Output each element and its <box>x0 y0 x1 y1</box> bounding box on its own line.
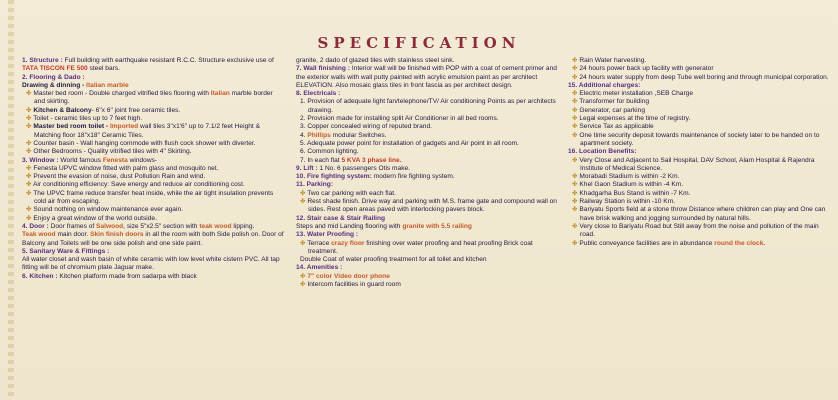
list-item: ✤ Khadgarha Bus Stand is within -7 Km. <box>572 189 691 197</box>
section-flooring: 2. Flooring & Dado : <box>22 73 85 81</box>
sanitary-text: All water closet and wash basin of white ceramic with low level white cistern PVC. All tap fitting will be of chromium plate Jaguar make. <box>22 256 280 272</box>
stair-text: Steps and mid Landing flooring with granite with 5.5 railing <box>296 222 472 230</box>
section-additional-charges: 15. Additional charges: <box>568 81 641 89</box>
list-item: ✤ Other Bedrooms - Quality vitrified tiles with 4" Skirting. <box>26 148 192 156</box>
list-item: 7. In each flat 5 KVA 3 phase line. <box>300 156 402 164</box>
list-item: ✤ Counter basin - Wall hanging commode with flush cock shower with diverter. <box>26 139 256 147</box>
section-sanitary: 5. Sanitary Ware & Fittings : <box>22 247 110 255</box>
list-item: ✤ Two car parking with each flat. <box>300 189 396 197</box>
section-structure: 1. Structure : Full building with earthquake resistant R.C.C. Structure exclusive use of TATA TISCON FE 500 steel bars. <box>22 57 274 73</box>
list-item: ✤ Master bed room - Double charged vitrified tiles flooring with Italian marble border and skirting. <box>26 90 273 106</box>
list-item: ✤ Fenesta UPVC window fitted with palm glass and mosquito net. <box>26 164 219 172</box>
list-item: ✤ Rain Water harvesting. <box>572 57 647 64</box>
column-2 <box>296 57 558 289</box>
section-stair-case: 12. Stair case & Stair Railing <box>296 214 386 222</box>
column-3 <box>568 57 830 248</box>
list-item: ✤ Khel Gaon Stadium is within -4 Km. <box>572 181 684 189</box>
list-item: ✤ 24 hours power back up facility with generator <box>572 65 714 73</box>
list-item: 1. Provision of adequate light fan/telephone/TV/ Air conditioning Points as per architects drawing. <box>300 98 556 114</box>
column-1 <box>22 57 284 281</box>
list-item: ✤ Morabadi Stadium is within -2 Km. <box>572 173 680 181</box>
section-wall-finishing: 7. Wall finishing : Interior wall will be finished with POP with a coat of cement primer and the exterior walls with wall putty painted with acrylic emulsion paint as per architect ELEVATION. Also mosaic glass tiles in front fascia as per architect design. <box>296 65 557 89</box>
kitchen-continued: granite, 2 dado of glazed tiles with stainless steel sink. <box>296 57 455 64</box>
list-item: ✤ Intercom facilities in guard room <box>300 281 401 289</box>
list-item: ✤ One time security deposit towards maintenance of society later to be handed on to apartment society. <box>572 131 820 147</box>
page-border <box>8 0 14 400</box>
list-item: ✤ Electric meter installation ,SEB Charge <box>572 90 693 98</box>
list-item: ✤ Transformer for building <box>572 98 649 106</box>
list-item: ✤ 7" color Video door phone <box>300 272 390 280</box>
section-door: 4. Door : Door frames of Salwood, size 5"x2.5" section with teak wood lipping. <box>22 222 255 230</box>
list-item: 6. Common lighting. <box>300 148 359 156</box>
list-item: ✤ Prevent the evasion of noise, dust Pollution Rain and wind. <box>26 173 206 181</box>
flooring-drawing: Drawing & dinning - Italian marble <box>22 81 129 89</box>
list-item: ✤ Rest shade finish. Drive way and parking with M.S. frame gate and compound wall on sides. Rest open areas paved with interlocking pavers block. <box>300 198 557 214</box>
list-item: ✤ Air conditioning efficiency: Save energy and reduce air conditioning cost. <box>26 181 245 189</box>
list-item: ✤ Railway Station is within -10 Km. <box>572 198 676 206</box>
section-water-proofing: 13. Water Proofing : <box>296 231 359 239</box>
list-item: ✤ Generator, car parking <box>572 106 645 114</box>
page-title: SPECIFICATION <box>317 34 521 52</box>
section-parking: 11. Parking: <box>296 181 334 189</box>
section-kitchen: 6. Kitchen : Kitchen platform made from sadarpa with black <box>22 272 197 280</box>
section-amenities: 14. Amenities : <box>296 264 343 272</box>
list-item: Double Coat of water proofing treatment for all toilet and kitchen <box>300 256 487 264</box>
list-item: ✤ Public conveyance facilities are in abundance round the clock. <box>572 239 766 247</box>
list-item: ✤ Master bed room toilet - Imported wall tiles 3"x1'6" up to 7.1/2 feet Height & Matching floor 18"x18" Ceramic Tiles. <box>26 123 260 139</box>
list-item: ✤ Sound nothing on window maintenance ever again. <box>26 206 183 214</box>
section-fire-fighting: 10. Fire fighting system: modern fire fighting system. <box>296 173 455 181</box>
list-item: ✤ 24 hours water supply from deep Tube well boring and through municipal corporation. <box>572 73 829 81</box>
section-electricals: 8. Electricals : <box>296 90 341 98</box>
list-item: ✤ Service Tax as applicable <box>572 123 654 131</box>
section-location-benefits: 16. Location Benefits: <box>568 148 637 156</box>
list-item: 4. Phillips modular Switches. <box>300 131 387 139</box>
list-item: ✤ Very Close and Adjacent to Sail Hospital, DAV School, Alam Hospital & Rajendra Institute of Medical Science. <box>572 156 815 172</box>
list-item: 5. Adequate power point for installation of gadgets and Air point in all room. <box>300 139 519 147</box>
section-lift: 9. Lift : 1 No. 6 passengers Otis make. <box>296 164 410 172</box>
list-item: ✤ Kitchen & Balcony- 6"x 6" joint free ceramic tiles. <box>26 106 181 114</box>
list-item: ✤ Bariyatu Sports field at a stone throw Distance where children can play and One can have brisk walking and jogging surrounded by natural hills. <box>572 206 826 222</box>
list-item: ✤ The UPVC frame reduce transfer heat inside, while the air tight insulation prevents cold air from escaping. <box>26 189 274 206</box>
door-details: Teak wood main door. Skin finish doors in all the room with both Side polish on. Door of Balcony and Toilets will be one side polish and one side paint. <box>22 231 284 247</box>
list-item: ✤ Legal expenses at the time of registry. <box>572 115 691 123</box>
list-item: ✤ Very close to Bariyatu Road but Still away from the noise and pollution of the main road. <box>572 222 819 239</box>
list-item: 3. Copper concealed wiring of reputed brand. <box>300 123 432 131</box>
list-item: ✤ Terrace crazy floor finishing over water proofing and heat proofing Brick coat treatment. <box>300 239 533 255</box>
list-item: ✤ Toilet - ceramic tiles up to 7 feet high. <box>26 115 143 123</box>
list-item: ✤ Enjoy a great window of the world outside. <box>26 214 157 222</box>
list-item: 2. Provision made for installing split Air Conditioner in all bed rooms. <box>300 115 499 123</box>
section-window: 3. Window : World famous Fenesta windows- <box>22 156 158 164</box>
